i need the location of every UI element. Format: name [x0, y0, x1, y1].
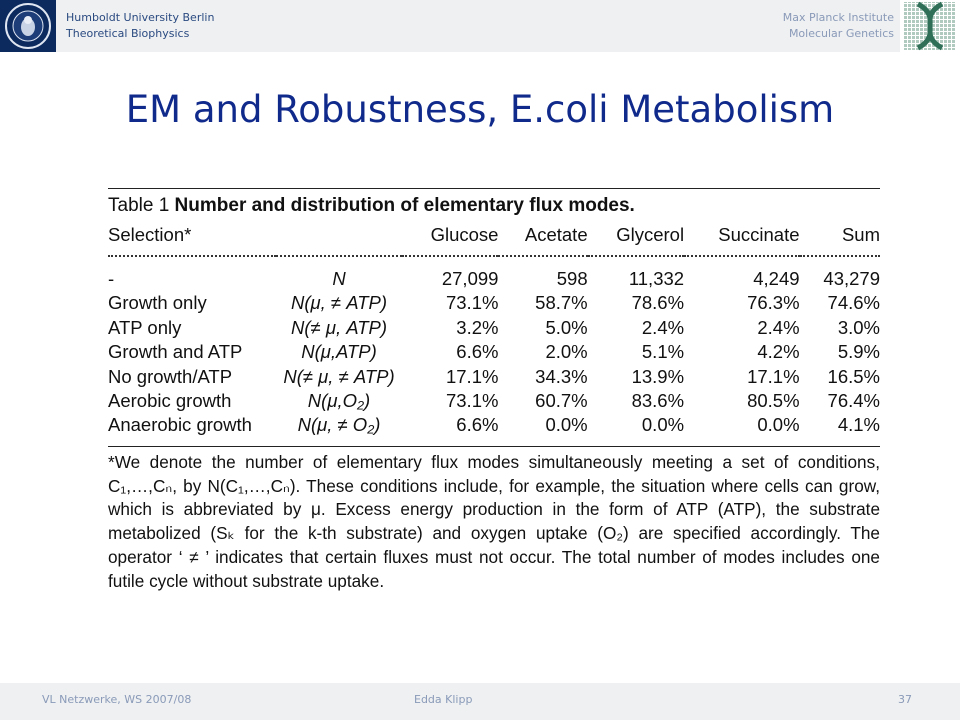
glucose-cell: 73.1% [445, 390, 499, 412]
selection-cell: Growth and ATP [108, 341, 243, 363]
column-header-glucose: Glucose [430, 224, 499, 245]
selection-cell: - [108, 268, 115, 289]
glucose-cell: 73.1% [445, 292, 499, 314]
selection-cell: Growth only [108, 292, 207, 314]
succinate-cell: 80.5% [747, 390, 800, 412]
sum-cell: 4.1% [837, 414, 880, 436]
sum-cell: 43,279 [823, 268, 880, 289]
university-name [66, 10, 214, 42]
glycerol-cell: 13.9% [631, 365, 685, 387]
succinate-cell: 2.4% [757, 316, 800, 338]
sum-cell: 74.6% [827, 292, 880, 314]
glycerol-cell: 78.6% [631, 292, 685, 314]
university-line-1: Humboldt University Berlin [66, 11, 215, 24]
column-header-selection: Selection* [108, 224, 192, 245]
table-row [108, 267, 880, 291]
table-top-rule [108, 188, 880, 189]
acetate-cell: 60.7% [535, 390, 588, 412]
table-row [108, 291, 880, 315]
column-header-acetate: Acetate [524, 224, 588, 245]
glucose-cell: 6.6% [456, 341, 499, 363]
notation-cell: N(μ,ATP) [301, 341, 377, 363]
table-row [108, 413, 880, 437]
notation-cell: N(μ, ≠ ATP) [291, 292, 387, 314]
notation-cell: N(μ,O₂) [307, 390, 371, 412]
selection-cell: ATP only [108, 316, 182, 338]
succinate-cell: 4.2% [757, 341, 800, 363]
glycerol-cell: 0.0% [641, 414, 685, 436]
notation-cell: N(μ, ≠ O₂) [297, 414, 381, 436]
notation-cell: N(≠ μ, ATP) [291, 316, 387, 338]
acetate-cell: 2.0% [545, 341, 588, 363]
acetate-cell: 598 [556, 268, 588, 289]
notation-cell: N(≠ μ, ≠ ATP) [283, 365, 395, 387]
column-header-sum: Sum [841, 224, 880, 245]
table-caption [108, 191, 880, 221]
header-dotted-rule [108, 249, 880, 256]
glucose-cell: 27,099 [441, 268, 499, 289]
succinate-cell: 4,249 [753, 268, 800, 289]
glycerol-cell: 11,332 [628, 268, 685, 289]
glucose-cell: 17.1% [445, 365, 499, 387]
column-header-glycerol: Glycerol [616, 224, 685, 245]
table-row [108, 316, 880, 340]
institute-dna-logo [900, 0, 960, 52]
succinate-cell: 0.0% [757, 414, 800, 436]
succinate-cell: 17.1% [747, 365, 800, 387]
table-caption-prefix: Table 1 [108, 195, 175, 216]
university-seal-logo [0, 0, 56, 52]
sum-cell: 3.0% [837, 316, 880, 338]
table-footnote: *We denote the number of elementary flux modes simultaneously meeting a set of conditions, C₁,…,Cₙ, by N(C₁,…,Cₙ). These conditions include, for example, the situation where cells can grow, which is abbreviated by μ. Excess energy production in the form of ATP (ATP), the substrate metabolized (Sₖ for the k-th substrate) and oxygen uptake (O₂) are specified accordingly. The operator ‘ ≠ ’ indicates that certain fluxes must not occur. The total number of modes includes one futile cycle without substrate uptake. [108, 451, 880, 591]
table-caption-title: Number and distribution of elementary flux modes. [174, 195, 635, 216]
glycerol-cell: 83.6% [631, 390, 685, 412]
glucose-cell: 3.2% [456, 316, 499, 338]
column-header-notation [276, 221, 402, 249]
succinate-cell: 76.3% [747, 292, 800, 314]
institute-line-2: Molecular Genetics [788, 27, 894, 40]
sum-cell: 76.4% [827, 390, 880, 412]
selection-cell: Anaerobic growth [108, 414, 252, 436]
sum-cell: 16.5% [827, 365, 880, 387]
acetate-cell: 5.0% [545, 316, 588, 338]
acetate-cell: 34.3% [535, 365, 588, 387]
university-line-2: Theoretical Biophysics [66, 27, 190, 40]
selection-cell: Aerobic growth [108, 390, 232, 412]
footer-author: Edda Klipp [414, 693, 473, 706]
column-header-succinate: Succinate [718, 224, 800, 245]
acetate-cell: 58.7% [535, 292, 588, 314]
table-bottom-rule [108, 446, 880, 447]
table-row [108, 340, 880, 364]
slide-title: EM and Robustness, E.coli Metabolism [125, 88, 835, 131]
page-number: 37 [898, 693, 912, 706]
glycerol-cell: 2.4% [641, 316, 685, 338]
glucose-cell: 6.6% [456, 414, 499, 436]
glycerol-cell: 5.1% [641, 341, 685, 363]
flux-modes-table-figure [108, 188, 880, 594]
notation-cell: N [332, 268, 346, 289]
flux-modes-table [108, 221, 880, 438]
selection-cell: No growth/ATP [108, 365, 233, 387]
footer-course: VL Netzwerke, WS 2007/08 [42, 693, 192, 706]
acetate-cell: 0.0% [545, 414, 588, 436]
table-header-row [108, 221, 880, 249]
institute-name [783, 10, 894, 42]
table-row [108, 365, 880, 389]
table-row [108, 389, 880, 413]
institute-line-1: Max Planck Institute [782, 11, 894, 24]
sum-cell: 5.9% [837, 341, 880, 363]
